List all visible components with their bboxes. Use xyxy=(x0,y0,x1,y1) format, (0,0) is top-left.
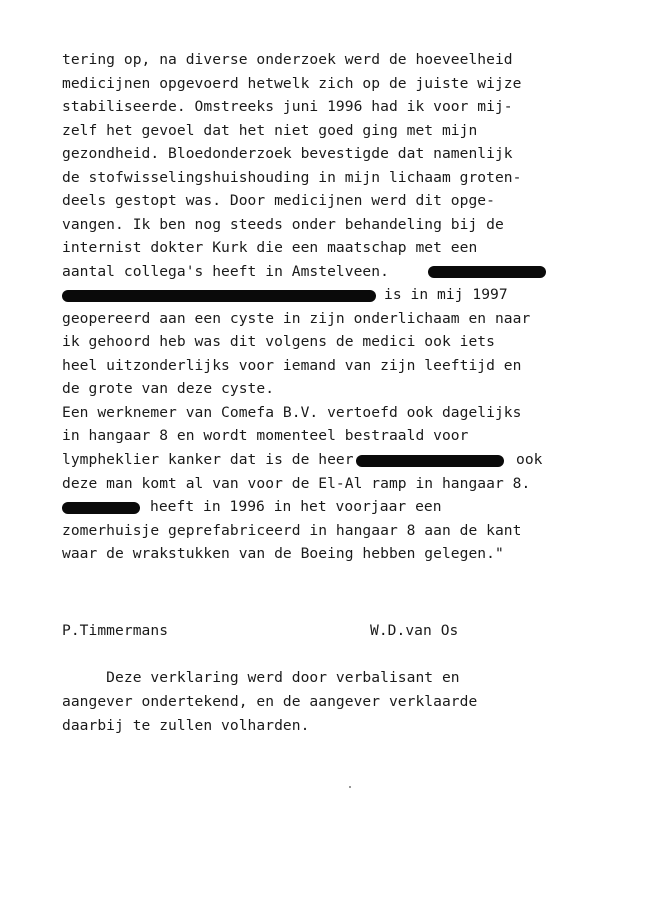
body-line-13: ik gehoord heb was dit volgens de medici ook iets xyxy=(62,333,495,350)
redaction-bar xyxy=(62,290,376,302)
redaction-bar xyxy=(356,455,504,467)
body-line-8: vangen. Ik ben nog steeds onder behandeling bij de xyxy=(62,216,504,233)
body-line-4: zelf het gevoel dat het niet goed ging met mijn xyxy=(62,122,478,139)
closing-line-3: daarbij te zullen volharden. xyxy=(62,717,310,734)
closing-line-1: Deze verklaring werd door verbalisant en xyxy=(62,669,460,686)
scan-speck xyxy=(349,786,351,788)
body-line-6: de stofwisselingshuishouding in mijn lichaam groten- xyxy=(62,169,522,186)
redaction-bar xyxy=(428,266,546,278)
redaction-bar xyxy=(62,502,140,514)
body-line-7: deels gestopt was. Door medicijnen werd dit opge- xyxy=(62,192,495,209)
body-line-15: de grote van deze cyste. xyxy=(62,380,275,397)
signature-left: P.Timmermans xyxy=(62,622,169,639)
body-line-18-tail: ook xyxy=(516,451,543,468)
body-line-17: in hangaar 8 en wordt momenteel bestraald voor xyxy=(62,427,469,444)
closing-line-2: aangever ondertekend, en de aangever verklaarde xyxy=(62,693,478,710)
signature-right: W.D.van Os xyxy=(370,622,459,639)
body-line-11-tail: is in mij 1997 xyxy=(384,286,508,303)
body-line-16: Een werknemer van Comefa B.V. vertoefd ook dagelijks xyxy=(62,404,522,421)
body-line-21: zomerhuisje geprefabriceerd in hangaar 8 aan de kant xyxy=(62,522,522,539)
body-line-12: geopereerd aan een cyste in zijn onderlichaam en naar xyxy=(62,310,531,327)
body-line-19: deze man komt al van voor de El-Al ramp in hangaar 8. xyxy=(62,475,531,492)
body-line-5: gezondheid. Bloedonderzoek bevestigde dat namenlijk xyxy=(62,145,513,162)
body-line-20-tail: heeft in 1996 in het voorjaar een xyxy=(150,498,442,515)
body-line-18: lympheklier kanker dat is de heer xyxy=(62,451,354,468)
body-line-1: tering op, na diverse onderzoek werd de hoeveelheid xyxy=(62,51,513,68)
body-line-10: aantal collega's heeft in Amstelveen. xyxy=(62,263,389,280)
body-line-9: internist dokter Kurk die een maatschap met een xyxy=(62,239,478,256)
body-line-22: waar de wrakstukken van de Boeing hebben gelegen." xyxy=(62,545,504,562)
body-line-3: stabiliseerde. Omstreeks juni 1996 had ik voor mij- xyxy=(62,98,513,115)
body-line-14: heel uitzonderlijks voor iemand van zijn leeftijd en xyxy=(62,357,522,374)
body-line-2: medicijnen opgevoerd hetwelk zich op de juiste wijze xyxy=(62,75,522,92)
